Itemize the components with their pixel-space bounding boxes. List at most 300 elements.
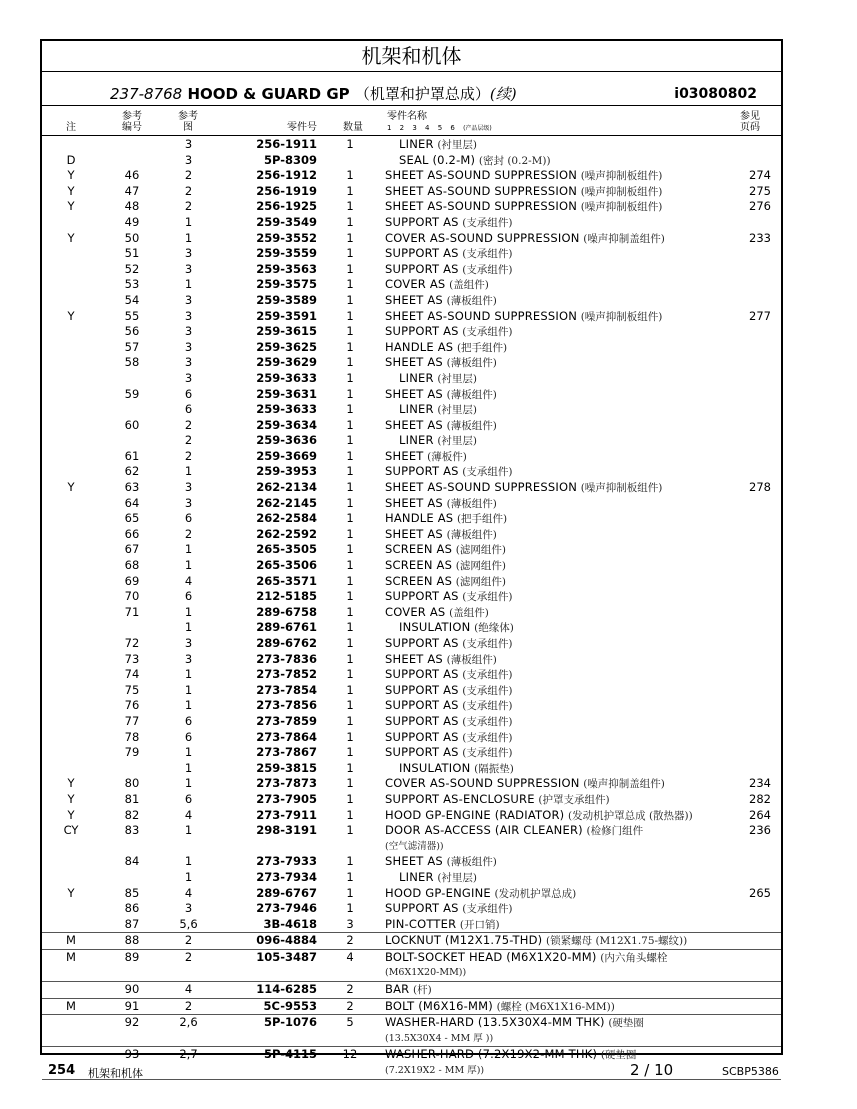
qty-cell: 1 — [346, 589, 354, 604]
fig-cell: 6 — [184, 729, 193, 744]
table-row — [42, 667, 781, 683]
page-ref-cell: 282 — [749, 791, 771, 806]
part-name-en: SUPPORT AS — [385, 246, 459, 261]
qty-cell: 1 — [346, 651, 354, 666]
part-number-cell: 259-3615 — [256, 324, 317, 339]
part-name-cn: (薄板组件) — [446, 653, 497, 666]
part-name-en: COVER AS — [385, 277, 446, 292]
table-row — [42, 262, 781, 278]
part-name-cell — [385, 714, 735, 731]
table-row — [42, 480, 781, 496]
table-row — [42, 574, 781, 590]
part-name-cn: (支承组件) — [462, 263, 513, 276]
table-row — [42, 854, 781, 870]
part-number-cell: 259-3629 — [256, 355, 317, 370]
fig-cell: 2 — [184, 417, 193, 432]
qty-cell: 1 — [346, 791, 354, 806]
part-number-cell: 289-6767 — [256, 885, 317, 900]
header-divider — [42, 105, 781, 106]
part-name-en: COVER AS-SOUND SUPPRESSION — [385, 776, 580, 791]
part-name-en: SHEET AS — [385, 417, 443, 432]
part-number-cell: 289-6758 — [256, 604, 317, 619]
col-qty: 数量 — [343, 122, 363, 133]
part-name-cn: (支承组件) — [462, 903, 513, 916]
col-fig — [170, 111, 206, 133]
fig-cell: 5,6 — [179, 916, 198, 931]
col-page-bottom: 页码 — [740, 122, 760, 133]
ref-cell: 61 — [124, 448, 140, 463]
part-name-cell — [385, 355, 735, 372]
part-name-cn: (支承组件) — [462, 700, 513, 713]
qty-cell: 1 — [346, 620, 354, 635]
part-name-cn: (滤网组件) — [455, 575, 506, 588]
qty-cell: 12 — [342, 1047, 358, 1062]
qty-cell: 1 — [346, 292, 354, 307]
part-name-continued: (空气滤清器)) — [385, 840, 444, 852]
qty-cell: 5 — [346, 1015, 354, 1030]
page-ref-cell: 277 — [749, 308, 771, 323]
table-row — [42, 309, 781, 325]
part-name-en: SUPPORT AS — [385, 214, 459, 229]
col-levels-numbers: 1 2 3 4 5 6 — [387, 124, 458, 132]
part-name-cn: (盖组件) — [449, 279, 489, 292]
part-name-cell — [385, 917, 735, 934]
ref-cell: 65 — [124, 511, 140, 526]
part-number-cell: 273-7864 — [256, 729, 317, 744]
ref-cell: 91 — [124, 998, 140, 1013]
col-part-no: 零件号 — [287, 122, 317, 133]
ref-cell: 88 — [124, 933, 140, 948]
part-name-cn: (支承组件) — [462, 715, 513, 728]
page-title: 机架和机体 — [361, 44, 462, 68]
qty-cell: 1 — [346, 667, 354, 682]
part-name-cn: (噪声抑制板组件) — [580, 185, 663, 198]
part-name-cn: (噪声抑制板组件) — [580, 201, 663, 214]
part-name-cell — [385, 982, 735, 999]
part-name-cn: (薄板组件) — [446, 497, 497, 510]
part-name-cn: (衬里层) — [437, 871, 478, 884]
part-name-cell — [385, 745, 735, 762]
part-number-cell: 273-7836 — [256, 651, 317, 666]
ref-cell: 76 — [124, 698, 140, 713]
part-number-cell: 259-3591 — [256, 308, 317, 323]
part-number-cell: 259-3559 — [256, 246, 317, 261]
fig-cell: 1 — [184, 230, 193, 245]
part-name-cn: (支承组件) — [462, 466, 513, 479]
table-row — [42, 215, 781, 231]
group-number: 237-8768 — [110, 85, 183, 103]
table-row — [42, 246, 781, 262]
ref-cell: 50 — [124, 230, 140, 245]
fig-cell: 2 — [184, 448, 193, 463]
part-name-en: HANDLE AS — [385, 339, 454, 354]
note-cell: M — [66, 949, 76, 964]
part-name-en: SUPPORT AS — [385, 682, 459, 697]
part-name-en: LOCKNUT (M12X1.75-THD) — [385, 933, 543, 948]
fig-cell: 6 — [184, 511, 193, 526]
part-name-en: SUPPORT AS — [385, 261, 459, 276]
fig-cell: 2,6 — [179, 1015, 198, 1030]
fig-cell: 2 — [184, 526, 193, 541]
part-name-en: BAR — [385, 982, 410, 997]
qty-cell: 1 — [346, 573, 354, 588]
part-name-en: BOLT (M6X16-MM) — [385, 998, 493, 1013]
part-number-cell: 273-7867 — [256, 745, 317, 760]
part-name-cell — [385, 246, 735, 263]
part-number-cell: 262-2145 — [256, 495, 317, 510]
group-header — [110, 83, 517, 104]
part-name-cn: (噪声抑制板组件) — [580, 310, 663, 323]
qty-cell: 1 — [346, 199, 354, 214]
part-name-en: INSULATION — [399, 760, 471, 775]
part-name-cell — [385, 418, 735, 435]
qty-cell: 1 — [346, 511, 354, 526]
qty-cell: 1 — [346, 324, 354, 339]
table-row — [42, 387, 781, 403]
qty-cell: 1 — [346, 636, 354, 650]
part-name-cn: (支承组件) — [462, 731, 513, 744]
fig-cell: 3 — [184, 651, 193, 666]
note-cell: Y — [67, 183, 75, 198]
part-name-continued: (M6X1X20-MM)) — [385, 967, 467, 979]
column-header-divider — [42, 135, 781, 136]
part-name-cell — [385, 542, 735, 559]
fig-cell: 3 — [184, 152, 193, 167]
ref-cell: 68 — [124, 558, 140, 573]
part-number-cell: 273-7905 — [256, 791, 317, 806]
page-ref-cell: 233 — [749, 230, 771, 245]
col-name: 零件名称 — [387, 111, 427, 122]
part-name-cell — [385, 574, 735, 591]
fig-cell: 4 — [184, 982, 193, 997]
part-name-cn: (把手组件) — [456, 341, 508, 354]
part-name-cn: (衬里层) — [437, 435, 478, 448]
fig-cell: 2,7 — [179, 1047, 198, 1062]
ref-cell: 66 — [124, 526, 140, 541]
ref-cell: 51 — [124, 246, 140, 261]
part-name-cell — [385, 636, 735, 653]
part-name-cell — [385, 464, 735, 481]
qty-cell: 1 — [346, 433, 354, 448]
part-name-cn: (锁紧螺母 (M12X1.75-螺纹)) — [546, 935, 688, 948]
part-number-cell: 259-3633 — [256, 370, 317, 385]
table-row — [42, 808, 781, 824]
part-name-cell — [385, 309, 735, 326]
part-name-cell — [385, 652, 735, 669]
note-cell: Y — [67, 230, 75, 245]
fig-cell: 2 — [184, 949, 193, 964]
part-name-cn: (把手组件) — [456, 513, 508, 526]
part-name-en: SCREEN AS — [385, 573, 453, 588]
table-row — [42, 823, 781, 854]
part-name-cell — [385, 1047, 735, 1078]
part-number-cell: 5P-8309 — [263, 152, 317, 167]
table-row — [42, 730, 781, 746]
note-cell: Y — [67, 791, 75, 806]
part-name-cell — [385, 387, 735, 404]
qty-cell: 2 — [346, 933, 354, 948]
part-number-cell: 5P-4115 — [263, 1047, 317, 1062]
part-name-cn: (绝缘体) — [474, 622, 514, 635]
part-number-cell: 096-4884 — [256, 933, 317, 948]
part-number-cell: 259-3669 — [256, 448, 317, 463]
qty-cell: 1 — [346, 885, 354, 900]
qty-cell: 1 — [346, 542, 354, 557]
part-number-cell: 262-2134 — [256, 480, 317, 495]
part-name-cn: (杆) — [413, 984, 432, 997]
part-name-cell — [385, 153, 749, 170]
part-name-cn: (薄板组件) — [446, 357, 497, 370]
note-cell: Y — [67, 807, 75, 822]
table-row — [42, 620, 781, 636]
part-name-cn: (支承组件) — [462, 216, 513, 229]
table-row — [42, 527, 781, 543]
ref-cell: 55 — [124, 308, 140, 323]
part-name-cn: (支承组件) — [462, 591, 513, 604]
part-name-cn: (护罩支承组件) — [538, 793, 610, 806]
part-name-cell — [385, 433, 749, 450]
ref-cell: 81 — [124, 791, 140, 806]
part-name-cn: (噪声抑制板组件) — [580, 170, 663, 183]
table-row — [42, 496, 781, 512]
ref-cell: 71 — [124, 604, 140, 619]
qty-cell: 1 — [346, 168, 354, 183]
table-row — [42, 153, 781, 169]
qty-cell: 1 — [346, 417, 354, 432]
footer-page-number: 254 — [48, 1063, 76, 1078]
part-name-cell — [385, 999, 735, 1016]
part-name-cn: (薄板件) — [427, 450, 467, 463]
qty-cell: 1 — [346, 480, 354, 495]
qty-cell: 1 — [346, 230, 354, 245]
note-cell: CY — [63, 823, 79, 838]
part-name-cell — [385, 792, 735, 809]
qty-cell: 1 — [346, 448, 354, 463]
qty-cell: 1 — [346, 526, 354, 541]
qty-cell: 1 — [346, 386, 354, 401]
col-fig-bottom: 图 — [183, 122, 193, 133]
qty-cell: 1 — [346, 308, 354, 323]
fig-cell: 3 — [184, 636, 193, 650]
part-name-en: SUPPORT AS — [385, 589, 459, 604]
table-row — [42, 168, 781, 184]
part-name-en: SUPPORT AS-ENCLOSURE — [385, 791, 535, 806]
part-number-cell: 273-7911 — [256, 807, 317, 822]
fig-cell: 3 — [184, 370, 193, 385]
part-number-cell: 256-1925 — [256, 199, 317, 214]
table-row — [42, 433, 781, 449]
part-number-cell: 259-3953 — [256, 464, 317, 479]
part-number-cell: 259-3552 — [256, 230, 317, 245]
part-name-cn: (内六角头螺栓 — [600, 951, 668, 964]
fig-cell: 1 — [184, 604, 193, 619]
table-row — [42, 776, 781, 792]
fig-cell: 1 — [184, 464, 193, 479]
part-name-cn: (支承组件) — [462, 638, 513, 650]
ref-cell: 73 — [124, 651, 140, 666]
ref-cell: 86 — [124, 901, 140, 916]
ref-cell: 54 — [124, 292, 140, 307]
note-cell: Y — [67, 885, 75, 900]
ref-cell: 69 — [124, 573, 140, 588]
fig-cell: 3 — [184, 324, 193, 339]
part-name-cn: (隔振垫) — [474, 762, 514, 775]
part-name-en: LINER — [399, 370, 434, 385]
part-number-cell: 273-7854 — [256, 682, 317, 697]
qty-cell: 1 — [346, 745, 354, 760]
table-row — [42, 886, 781, 902]
fig-cell: 3 — [184, 261, 193, 276]
table-row — [42, 199, 781, 215]
part-name-cell — [385, 854, 735, 871]
part-name-cn: (支承组件) — [462, 248, 513, 261]
ref-cell: 87 — [124, 916, 140, 931]
part-name-en: LINER — [399, 137, 434, 151]
part-number-cell: 259-3625 — [256, 339, 317, 354]
col-ref — [114, 111, 150, 133]
part-number-cell: 289-6761 — [256, 620, 317, 635]
part-number-cell: 259-3549 — [256, 214, 317, 229]
part-name-en: SHEET AS-SOUND SUPPRESSION — [385, 308, 578, 323]
qty-cell: 1 — [346, 558, 354, 573]
table-row — [42, 636, 781, 652]
part-name-cn: (噪声抑制板组件) — [580, 482, 663, 495]
table-row — [42, 982, 781, 999]
ref-cell: 92 — [124, 1015, 140, 1030]
part-name-en: SHEET AS-SOUND SUPPRESSION — [385, 168, 578, 183]
part-number-cell: 259-3636 — [256, 433, 317, 448]
ref-cell: 78 — [124, 729, 140, 744]
fig-cell: 3 — [184, 480, 193, 495]
qty-cell: 3 — [346, 916, 354, 931]
fig-cell: 2 — [184, 998, 193, 1013]
part-name-en: SUPPORT AS — [385, 713, 459, 728]
ref-cell: 80 — [124, 776, 140, 791]
part-name-cell — [385, 231, 735, 248]
part-name-cn: (衬里层) — [437, 139, 478, 151]
part-name-cell — [385, 199, 735, 216]
part-name-en: SUPPORT AS — [385, 464, 459, 479]
ref-cell: 90 — [124, 982, 140, 997]
fig-cell: 2 — [184, 933, 193, 948]
fig-cell: 3 — [184, 495, 193, 510]
part-name-cell — [385, 340, 735, 357]
title-divider — [42, 71, 781, 72]
part-name-en: SUPPORT AS — [385, 901, 459, 916]
qty-cell: 1 — [346, 277, 354, 292]
footer-pager: 2 / 10 — [630, 1061, 674, 1079]
footer-doc-code: SCBP5386 — [722, 1065, 779, 1078]
part-name-en: SHEET AS-SOUND SUPPRESSION — [385, 480, 578, 495]
ref-cell: 60 — [124, 417, 140, 432]
fig-cell: 2 — [184, 199, 193, 214]
part-number-cell: 273-7934 — [256, 869, 317, 884]
part-name-cell — [385, 511, 735, 528]
part-name-cell — [385, 776, 735, 793]
note-cell: Y — [67, 776, 75, 791]
ref-cell: 53 — [124, 277, 140, 292]
part-name-cn: (薄板组件) — [446, 856, 497, 869]
fig-cell: 1 — [184, 854, 193, 869]
part-number-cell: 114-6285 — [256, 982, 317, 997]
part-name-en: DOOR AS-ACCESS (AIR CLEANER) — [385, 823, 583, 838]
qty-cell: 1 — [346, 776, 354, 791]
fig-cell: 1 — [184, 745, 193, 760]
part-number-cell: 289-6762 — [256, 636, 317, 650]
table-row — [42, 184, 781, 200]
qty-cell: 1 — [346, 339, 354, 354]
part-name-en: HOOD GP-ENGINE — [385, 885, 491, 900]
part-number-cell: 273-7856 — [256, 698, 317, 713]
part-name-cell — [385, 324, 735, 341]
page-ref-cell: 276 — [749, 199, 771, 214]
part-name-cn: (薄板组件) — [446, 419, 497, 432]
fig-cell: 6 — [184, 402, 193, 417]
part-name-cell — [385, 808, 735, 825]
part-name-cell — [385, 698, 735, 715]
fig-cell: 1 — [184, 823, 193, 838]
table-row — [42, 870, 781, 886]
ref-cell: 79 — [124, 745, 140, 760]
fig-cell: 2 — [184, 183, 193, 198]
table-row — [42, 418, 781, 434]
part-name-cell — [385, 901, 735, 918]
part-name-cell — [385, 886, 735, 903]
part-name-cell — [385, 262, 735, 279]
table-row — [42, 511, 781, 527]
table-row — [42, 745, 781, 761]
fig-cell: 1 — [184, 682, 193, 697]
qty-cell: 1 — [346, 246, 354, 261]
part-name-en: HOOD GP-ENGINE (RADIATOR) — [385, 807, 565, 822]
part-name-cn: (硬垫圈 — [600, 1049, 637, 1062]
note-cell: Y — [67, 168, 75, 183]
part-name-cn: (检修门组件 — [586, 825, 644, 838]
part-name-en: SCREEN AS — [385, 558, 453, 573]
note-cell: D — [66, 152, 76, 167]
fig-cell: 3 — [184, 292, 193, 307]
fig-cell: 1 — [184, 776, 193, 791]
ref-cell: 47 — [124, 183, 140, 198]
part-name-en: SHEET AS — [385, 854, 443, 869]
ref-cell: 67 — [124, 542, 140, 557]
footer-section: 机架和机体 — [88, 1067, 143, 1080]
ref-cell: 70 — [124, 589, 140, 604]
part-name-en: SHEET AS — [385, 386, 443, 401]
part-name-cell — [385, 950, 735, 981]
part-name-cn: (薄板组件) — [446, 388, 497, 401]
part-number-cell: 259-3815 — [256, 760, 317, 775]
part-name-cn: (盖组件) — [449, 606, 489, 619]
fig-cell: 1 — [184, 277, 193, 292]
part-number-cell: 5P-1076 — [263, 1015, 317, 1030]
page-ref-cell: 236 — [749, 823, 771, 838]
ref-cell: 57 — [124, 339, 140, 354]
qty-cell: 1 — [346, 183, 354, 198]
table-row — [42, 137, 781, 153]
fig-cell: 6 — [184, 713, 193, 728]
page-ref-cell: 275 — [749, 183, 771, 198]
part-name-en: LINER — [399, 433, 434, 448]
fig-cell: 2 — [184, 433, 193, 448]
part-name-cn: (发动机护罩总成) — [494, 887, 577, 900]
qty-cell: 1 — [346, 854, 354, 869]
part-name-cell — [385, 277, 735, 294]
fig-cell: 3 — [184, 308, 193, 323]
part-name-cn: (衬里层) — [437, 372, 478, 385]
table-row — [42, 324, 781, 340]
col-ref-bottom: 编号 — [122, 122, 142, 133]
